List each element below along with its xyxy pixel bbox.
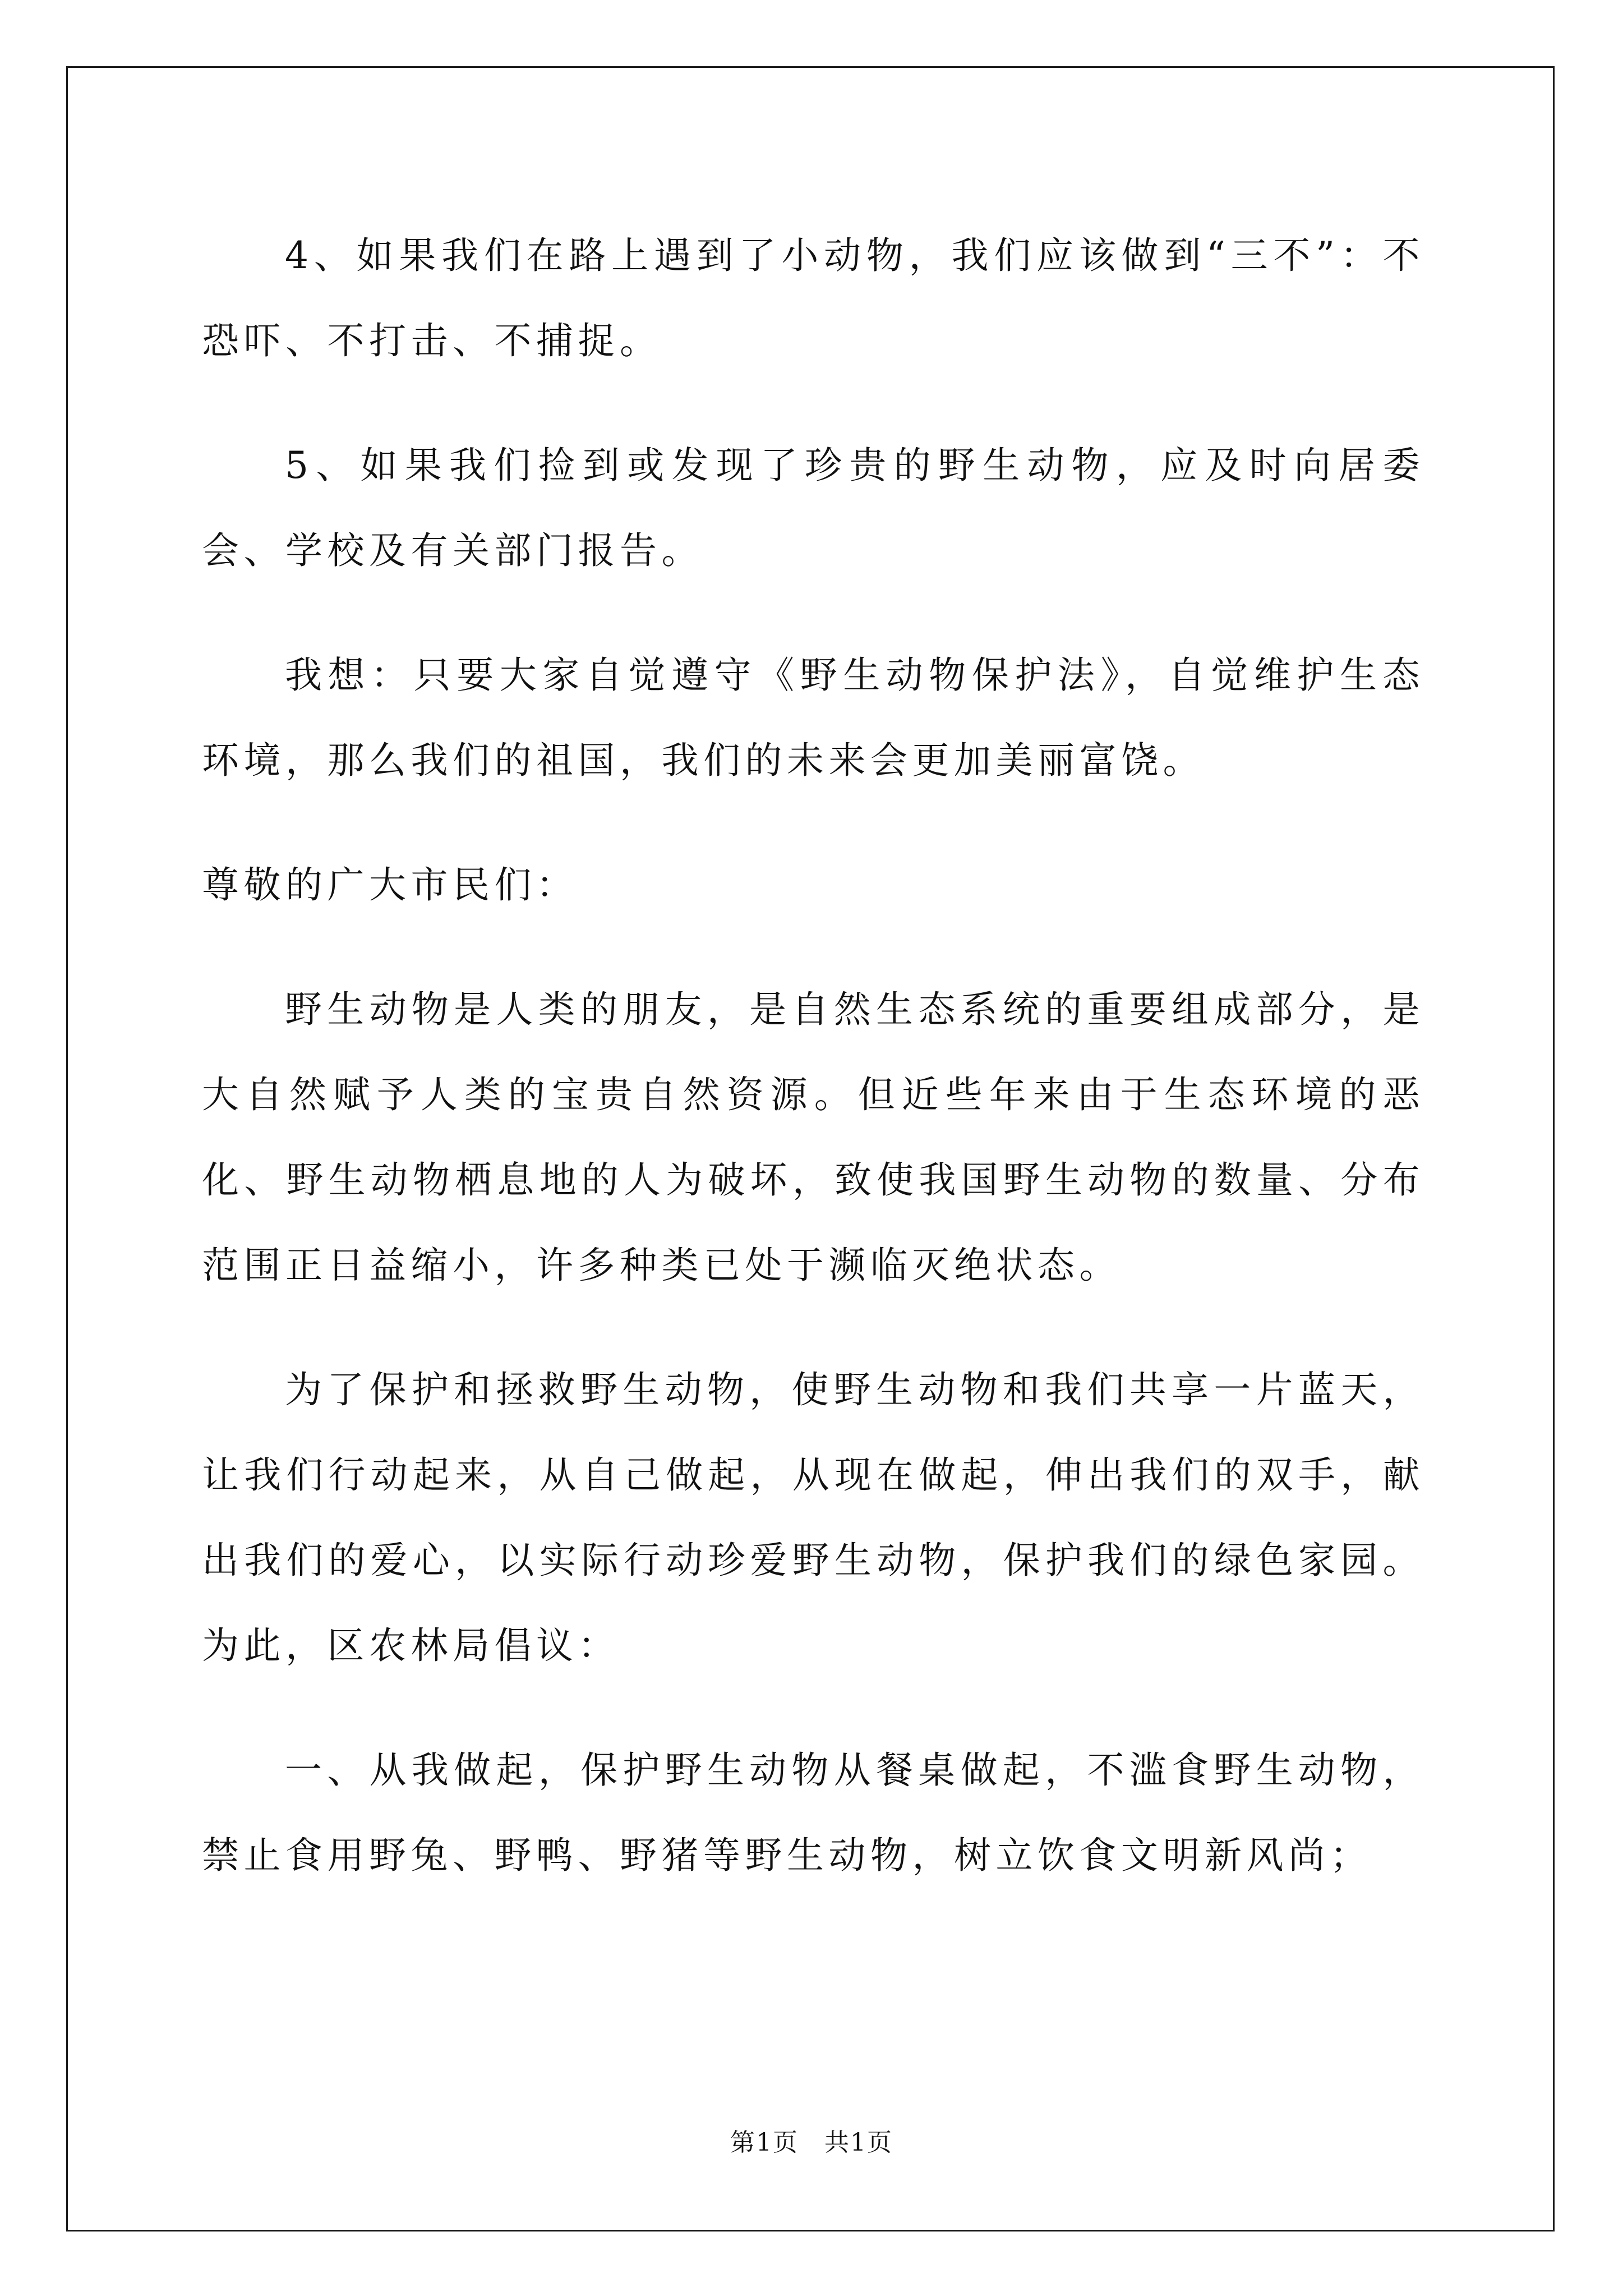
paragraph-conclusion: 我想：只要大家自觉遵守《野生动物保护法》，自觉维护生态环境，那么我们的祖国，我们的未来会更加美丽富饶。	[202, 654, 1424, 782]
page-number-footer: 第1页 共1页	[730, 2128, 893, 2157]
salutation: 尊敬的广大市民们：	[202, 863, 578, 907]
paragraph-call-to-action: 为了保护和拯救野生动物，使野生动物和我们共享一片蓝天，让我们行动起来，从自己做起，从现在做起，伸出我们的双手，献出我们的爱心，以实际行动珍爱野生动物，保护我们的绿色家园。为此，区农林局倡议：	[202, 1368, 1424, 1667]
paragraph-intro: 野生动物是人类的朋友，是自然生态系统的重要组成部分，是大自然赋予人类的宝贵自然资源。但近些年来由于生态环境的恶化、野生动物栖息地的人为破坏，致使我国野生动物的数量、分布范围正日益缩小，许多种类已处于濒临灭绝状态。	[202, 988, 1424, 1287]
paragraph-item-5: 5、如果我们捡到或发现了珍贵的野生动物，应及时向居委会、学校及有关部门报告。	[202, 444, 1424, 572]
paragraph-item-4: 4、如果我们在路上遇到了小动物，我们应该做到“三不”：不恐吓、不打击、不捕捉。	[202, 234, 1424, 362]
paragraph-proposal-1: 一、从我做起，保护野生动物从餐桌做起，不滥食野生动物，禁止食用野兔、野鸭、野猪等野生动物，树立饮食文明新风尚；	[202, 1749, 1424, 1877]
document-body	[202, 213, 1424, 1898]
